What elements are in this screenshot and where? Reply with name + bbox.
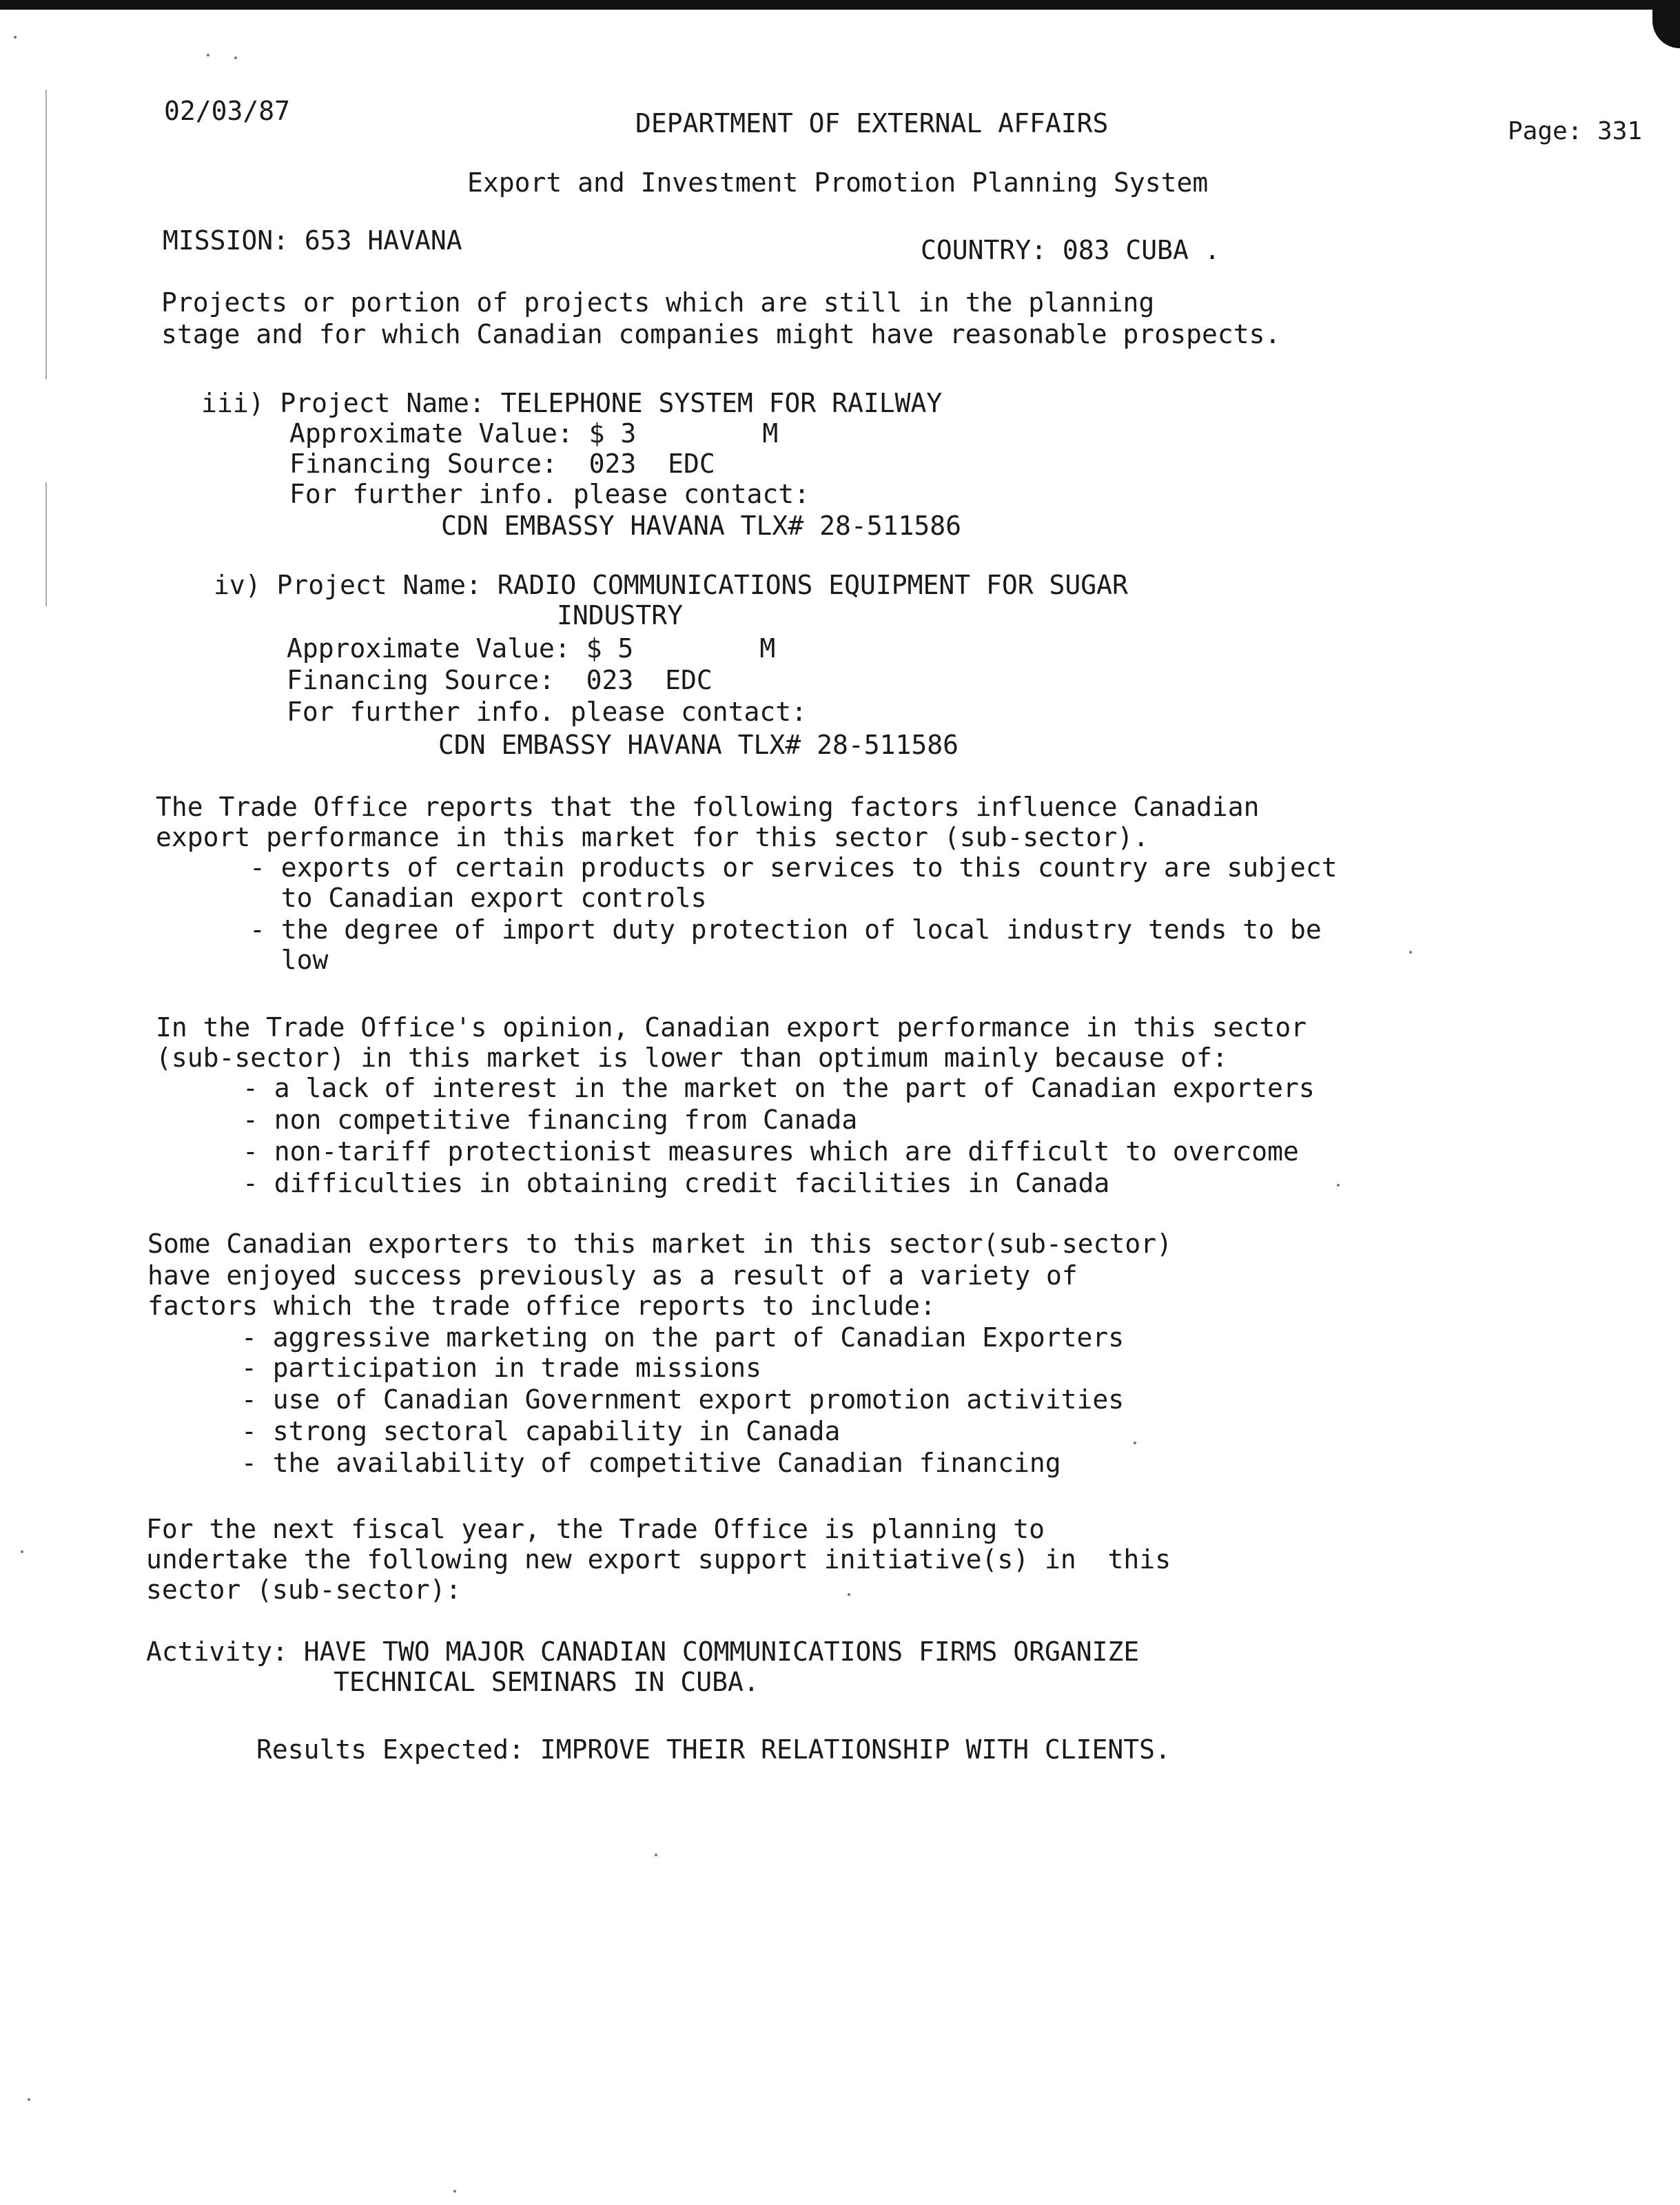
success-item: - participation in trade missions [241, 1353, 761, 1383]
activity-continuation: TECHNICAL SEMINARS IN CUBA. [334, 1667, 759, 1697]
intro-line: stage and for which Canadian companies might have reasonable prospects. [161, 319, 1281, 349]
project-value-line: Approximate Value: $ 5 M [287, 633, 776, 664]
report-date: 02/03/87 [164, 96, 291, 126]
scan-left-margin-mark [45, 482, 47, 606]
next-year-text: sector (sub-sector): [146, 1575, 462, 1605]
project-name-line: iii) Project Name: TELEPHONE SYSTEM FOR RAILWAY [201, 388, 943, 418]
project-name-continuation: INDUSTRY [557, 600, 684, 630]
department-title: DEPARTMENT OF EXTERNAL AFFAIRS [635, 108, 1109, 139]
success-item: - use of Canadian Government export promotion activities [241, 1384, 1125, 1415]
scan-top-edge [0, 0, 1680, 10]
scan-speck [848, 1593, 850, 1596]
project-contact-line: For further info. please contact: [289, 479, 810, 509]
system-title: Export and Investment Promotion Planning System [467, 167, 1209, 198]
factor-item: - the degree of import duty protection of local industry tends to be [249, 914, 1322, 945]
success-item: - the availability of competitive Canadian financing [241, 1448, 1061, 1478]
project-name-line: iv) Project Name: RADIO COMMUNICATIONS EQUIPMENT FOR SUGAR [214, 570, 1128, 600]
factor-item: to Canadian export controls [249, 883, 707, 913]
opinion-intro: (sub-sector) in this market is lower than optimum mainly because of: [156, 1043, 1228, 1073]
scan-speck [453, 2190, 456, 2193]
scan-speck [655, 1854, 657, 1856]
opinion-item: - difficulties in obtaining credit facilities in Canada [243, 1168, 1110, 1198]
opinion-item: - a lack of interest in the market on the part of Canadian exporters [243, 1073, 1315, 1103]
results-expected: Results Expected: IMPROVE THEIR RELATIONSHIP WITH CLIENTS. [256, 1734, 1171, 1765]
scan-speck [234, 57, 237, 59]
opinion-item: - non-tariff protectionist measures which are difficult to overcome [243, 1136, 1299, 1167]
scan-speck [21, 1550, 23, 1553]
factors-intro: export performance in this market for this sector (sub-sector). [156, 822, 1149, 852]
next-year-text: For the next fiscal year, the Trade Office is planning to [146, 1514, 1045, 1544]
scan-speck [1409, 951, 1412, 954]
scan-speck [28, 2098, 30, 2101]
factor-item: - exports of certain products or services to this country are subject [249, 852, 1338, 883]
success-intro: factors which the trade office reports to include: [147, 1291, 936, 1321]
success-item: - strong sectoral capability in Canada [241, 1416, 841, 1446]
scan-speck [1337, 1184, 1340, 1187]
scan-speck [1134, 1442, 1136, 1444]
success-intro: Some Canadian exporters to this market in this sector(sub-sector) [147, 1229, 1173, 1259]
next-year-text: undertake the following new export support initiative(s) in this [146, 1544, 1171, 1575]
project-financing-line: Financing Source: 023 EDC [289, 449, 715, 479]
intro-line: Projects or portion of projects which are still in the planning [161, 287, 1155, 318]
country-label: COUNTRY: 083 CUBA . [921, 235, 1220, 265]
project-financing-line: Financing Source: 023 EDC [287, 665, 713, 695]
factor-item: low [249, 945, 329, 975]
scan-left-margin-mark [45, 90, 47, 379]
page-number: Page: 331 [1508, 117, 1643, 145]
success-intro: have enjoyed success previously as a result of a variety of [147, 1260, 1078, 1291]
opinion-item: - non competitive financing from Canada [243, 1105, 858, 1135]
project-contact-detail: CDN EMBASSY HAVANA TLX# 28-511586 [438, 730, 959, 760]
opinion-intro: In the Trade Office's opinion, Canadian export performance in this sector [156, 1012, 1307, 1043]
success-item: - aggressive marketing on the part of Canadian Exporters [241, 1322, 1125, 1353]
project-contact-detail: CDN EMBASSY HAVANA TLX# 28-511586 [441, 511, 961, 541]
factors-intro: The Trade Office reports that the following factors influence Canadian [156, 792, 1260, 822]
scan-speck [207, 54, 209, 57]
scan-corner-shadow [1652, 0, 1680, 48]
project-contact-line: For further info. please contact: [287, 697, 807, 727]
scan-speck [14, 36, 17, 39]
project-value-line: Approximate Value: $ 3 M [289, 418, 779, 449]
activity-line: Activity: HAVE TWO MAJOR CANADIAN COMMUNICATIONS FIRMS ORGANIZE [146, 1637, 1140, 1667]
mission-label: MISSION: 653 HAVANA [163, 225, 462, 256]
